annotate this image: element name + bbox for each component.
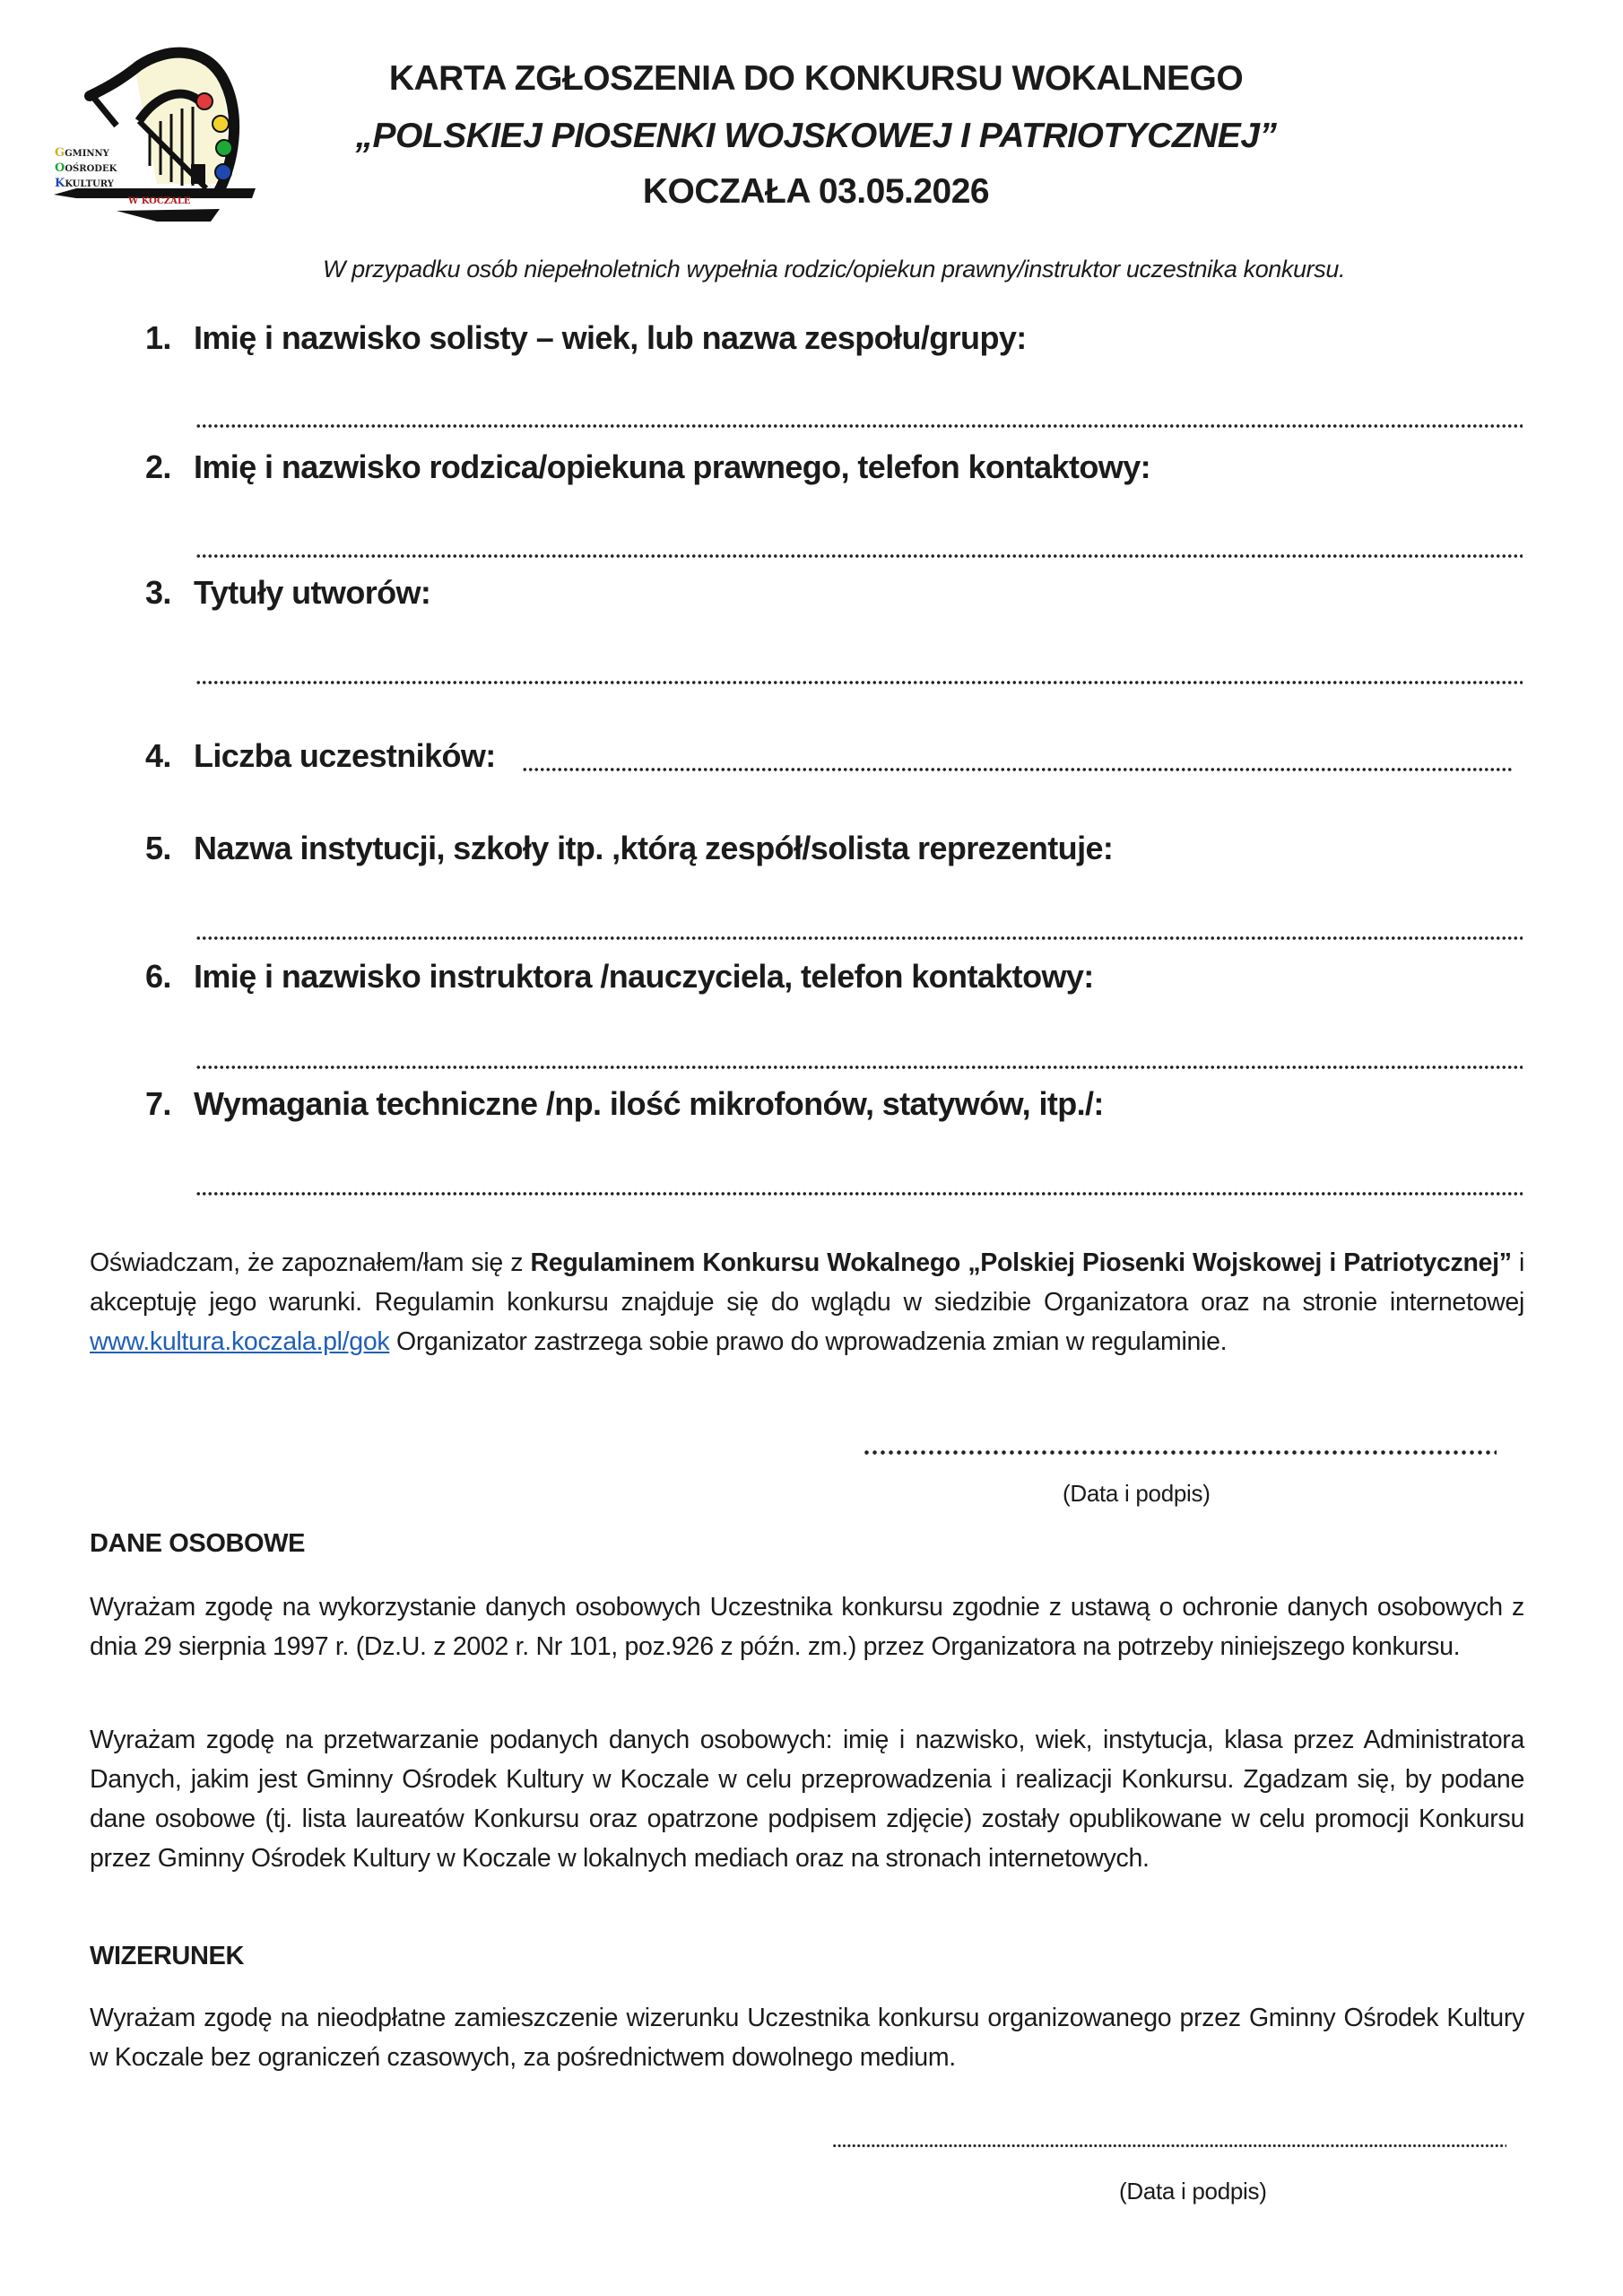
form-item-label: Liczba uczestników: (194, 737, 496, 774)
logo-line-osrodek: OOŚRODEK (55, 161, 117, 175)
signature-line-1 (863, 1449, 1497, 1456)
form-item-4: 4. Liczba uczestników: (145, 737, 496, 774)
participants-count-input[interactable] (522, 734, 1516, 770)
yellow-dot-icon (213, 116, 229, 132)
declaration-paragraph: Oświadczam, że zapoznałem/łam się z Regulaminem Konkursu Wokalnego „Polskiej Piosenki Wojskowej i Patriotycznej” i akceptuję jego warunki. Regulamin konkursu znajduje się do wglądu w siedzibie Organizatora oraz na stronie internetowej www.kultura.koczala.pl/gok Organizator zastrzega sobie prawo do wprowadzenia zmian w regulaminie. (90, 1248, 1524, 1356)
dotted-line (195, 1191, 1523, 1196)
institution-input[interactable] (195, 898, 1526, 935)
form-item-7: 7. Wymagania techniczne /np. ilość mikrofonów, statywów, itp./: (145, 1085, 1104, 1122)
dotted-line (195, 1065, 1523, 1070)
gok-logo (49, 31, 256, 233)
form-item-1: 1. Imię i nazwisko solisty – wiek, lub nazwa zespołu/grupy: (145, 319, 1027, 356)
form-item-3: 3. Tytuły utworów: (145, 574, 431, 611)
logo-sub: W KOCZALE (128, 196, 191, 206)
form-title-line1: KARTA ZGŁOSZENIA DO KONKURSU WOKALNEGO (388, 59, 1244, 98)
logo-line-kultury: KKULTURY (55, 177, 114, 190)
form-item-label: Imię i nazwisko solisty – wiek, lub nazwa zespołu/grupy: (194, 319, 1027, 356)
personal-data-paragraph-1: Wyrażam zgodę na wykorzystanie danych osobowych Uczestnika konkursu zgodnie z ustawą o ochronie danych osobowych z dnia 29 sierpnia 1997 r. (Dz.U. z 2002 r. Nr 101, poz.926 z późn. zm.) przez Organizatora na potrzeby niniejszego konkursu. (90, 1593, 1524, 1661)
image-rights-heading: WIZERUNEK (90, 1942, 245, 1970)
form-item-5: 5. Nazwa instytucji, szkoły itp. ,którą zespół/solista reprezentuje: (145, 830, 1114, 866)
song-titles-input[interactable] (195, 642, 1526, 680)
blue-dot-icon (215, 164, 231, 180)
parent-contact-input[interactable] (195, 516, 1526, 553)
image-rights-paragraph: Wyrażam zgodę na nieodpłatne zamieszczenie wizerunku Uczestnika konkursu organizowanego przez Gminny Ośrodek Kultury w Koczale bez ograniczeń czasowych, za pośrednictwem dowolnego medium. (90, 2004, 1524, 2072)
signature-caption-2: (Data i podpis) (1119, 2178, 1267, 2205)
dotted-line (195, 553, 1523, 559)
form-title-line2: „POLSKIEJ PIOSENKI WOJSKOWEJ I PATRIOTYCZNEJ” (355, 117, 1277, 155)
technical-requirements-input[interactable] (195, 1153, 1526, 1191)
instructor-contact-input[interactable] (195, 1027, 1526, 1065)
form-item-label: Imię i nazwisko rodzica/opiekuna prawnego, telefon kontaktowy: (194, 448, 1151, 485)
red-dot-icon (196, 93, 213, 109)
form-item-6: 6. Imię i nazwisko instruktora /nauczyciela, telefon kontaktowy: (145, 958, 1094, 995)
personal-data-heading: DANE OSOBOWE (90, 1529, 306, 1558)
form-item-label: Tytuły utworów: (194, 574, 431, 611)
form-title-date: KOCZAŁA 03.05.2026 (642, 172, 990, 211)
dotted-line (195, 423, 1523, 429)
signature-line-2 (832, 2144, 1506, 2148)
website-link[interactable]: www.kultura.koczala.pl/gok (90, 1327, 390, 1356)
logo-line-gminny: GGMINNY (55, 146, 109, 160)
form-item-2: 2. Imię i nazwisko rodzica/opiekuna prawnego, telefon kontaktowy: (145, 448, 1151, 485)
personal-data-paragraph-2: Wyrażam zgodę na przetwarzanie podanych danych osobowych: imię i nazwisko, wiek, instytucja, klasa przez Administratora Danych, jakim jest Gminny Ośrodek Kultury w Koczale w celu przeprowadzenia i realizacji Konkursu. Zgadzam się, by podane dane osobowe (tj. lista laureatów Konkursu oraz opatrzone podpisem zdjęcie) zostały opublikowane w celu promocji Konkursu przez Gminny Ośrodek Kultury w Koczale w lokalnych mediach oraz na stronach internetowych. (90, 1726, 1524, 1873)
dotted-line (195, 935, 1523, 941)
dotted-line (195, 680, 1523, 685)
form-item-label: Nazwa instytucji, szkoły itp. ,którą zespół/solista reprezentuje: (194, 830, 1114, 866)
regulation-name: Regulaminem Konkursu Wokalnego „Polskiej Piosenki Wojskowej i Patriotycznej” (530, 1248, 1512, 1277)
signature-caption-1: (Data i podpis) (1063, 1480, 1211, 1507)
form-item-label: Imię i nazwisko instruktora /nauczyciela, telefon kontaktowy: (194, 958, 1094, 995)
form-subtitle: W przypadku osób niepełnoletnich wypełnia rodzic/opiekun prawny/instruktor uczestnika konkursu. (322, 256, 1346, 283)
green-dot-icon (216, 140, 232, 156)
form-item-label: Wymagania techniczne /np. ilość mikrofonów, statywów, itp./: (194, 1085, 1104, 1122)
soloist-name-input[interactable] (195, 386, 1526, 423)
